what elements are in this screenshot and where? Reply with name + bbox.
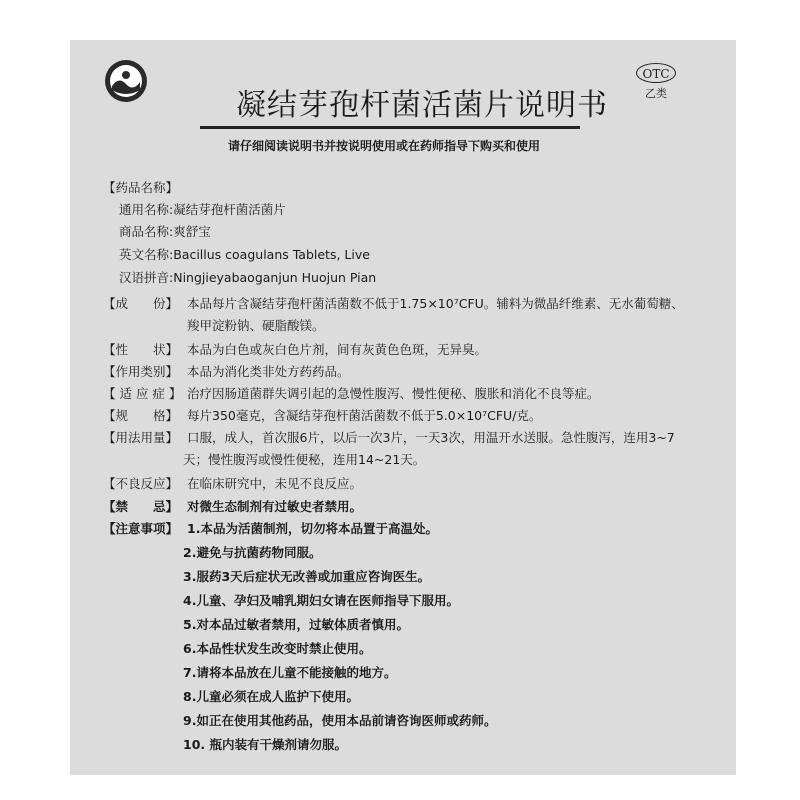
title-divider xyxy=(200,126,580,129)
field-value: 爽舒宝 xyxy=(173,224,211,239)
section-label: 【禁 忌】 xyxy=(103,499,179,514)
section-label: 【药品名称】 xyxy=(103,180,179,195)
field-label: 通用名称: xyxy=(119,202,174,217)
field-label: 英文名称: xyxy=(119,247,174,262)
page-title: 凝结芽孢杆菌活菌片说明书 xyxy=(236,88,608,123)
section-label: 【作用类别】 xyxy=(103,364,179,379)
ingredients-line-2: 羧甲淀粉钠、硬脂酸镁。 xyxy=(187,318,325,333)
section-value: 治疗因肠道菌群失调引起的急慢性腹泻、慢性便秘、腹胀和消化不良等症。 xyxy=(187,386,600,401)
precaution-item: 7.请将本品放在儿童不能接触的地方。 xyxy=(183,665,397,680)
section-label: 【 适 应 症 】 xyxy=(103,386,182,401)
field-value: Bacillus coagulans Tablets, Live xyxy=(173,247,370,262)
dosage-line-1: 口服，成人，首次服6片，以后一次3片，一天3次，用温开水送服。急性腹泻，连用3~7 xyxy=(187,430,675,445)
section-value: 在临床研究中，未见不良反应。 xyxy=(187,476,363,491)
section-value: 每片350毫克，含凝结芽孢杆菌活菌数不低于5.0×10⁷CFU/克。 xyxy=(187,408,542,423)
section-label: 【规 格】 xyxy=(103,408,179,423)
section-value: 本品为消化类非处方药药品。 xyxy=(187,364,350,379)
field-label: 汉语拼音: xyxy=(119,270,174,285)
otc-marker xyxy=(636,63,676,101)
section-label: 【不良反应】 xyxy=(103,476,179,491)
usage-notice: 请仔细阅读说明书并按说明使用或在药师指导下购买和使用 xyxy=(228,139,541,153)
dosage-line-2: 天；慢性腹泻或慢性便秘，连用14~21天。 xyxy=(183,452,426,467)
trade-name-row xyxy=(119,222,211,240)
otc-class-label: 乙类 xyxy=(645,87,667,100)
ingredients-line-1: 本品每片含凝结芽孢杆菌活菌数不低于1.75×10⁷CFU。辅料为微晶纤维素、无水葡萄糖、 xyxy=(187,296,684,311)
drug-name-heading xyxy=(103,178,178,196)
section-label: 【性 状】 xyxy=(103,342,179,357)
dosage-row xyxy=(103,428,675,446)
precaution-item: 1.本品为活菌制剂，切勿将本品置于高温处。 xyxy=(187,521,438,536)
precaution-item: 2.避免与抗菌药物同服。 xyxy=(183,545,322,560)
precaution-item: 8.儿童必须在成人监护下使用。 xyxy=(183,689,359,704)
generic-name-row xyxy=(119,200,286,218)
contraindications-row xyxy=(103,497,362,515)
precautions-row xyxy=(103,519,438,537)
field-label: 商品名称: xyxy=(119,224,174,239)
precaution-item: 3.服药3天后症状无改善或加重应咨询医生。 xyxy=(183,569,431,584)
precaution-item: 10. 瓶内装有干燥剂请勿服。 xyxy=(183,737,347,752)
category-row xyxy=(103,362,350,380)
precaution-item: 9.如正在使用其他药品，使用本品前请咨询医师或药师。 xyxy=(183,713,497,728)
adverse-reactions-row xyxy=(103,474,362,492)
appearance-row xyxy=(103,340,487,358)
otc-badge: OTC xyxy=(636,63,676,83)
ingredients-row xyxy=(103,294,684,312)
field-value: 凝结芽孢杆菌活菌片 xyxy=(173,202,286,217)
section-value: 对微生态制剂有过敏史者禁用。 xyxy=(187,499,363,514)
precaution-item: 5.对本品过敏者禁用，过敏体质者慎用。 xyxy=(183,617,409,632)
precaution-item: 6.本品性状发生改变时禁止使用。 xyxy=(183,641,372,656)
field-value: Ningjieyabaoganjun Huojun Pian xyxy=(173,270,377,285)
section-label: 【用法用量】 xyxy=(103,430,179,445)
section-label: 【注意事项】 xyxy=(103,521,179,536)
english-name-row xyxy=(119,245,370,263)
section-label: 【成 份】 xyxy=(103,296,179,311)
specification-row xyxy=(103,406,541,424)
section-value: 本品为白色或灰白色片剂，间有灰黄色色斑，无异臭。 xyxy=(187,342,488,357)
indications-row xyxy=(103,384,600,402)
precaution-item: 4.儿童、孕妇及哺乳期妇女请在医师指导下服用。 xyxy=(183,593,459,608)
brand-logo-icon xyxy=(103,58,149,104)
pinyin-name-row xyxy=(119,268,376,286)
